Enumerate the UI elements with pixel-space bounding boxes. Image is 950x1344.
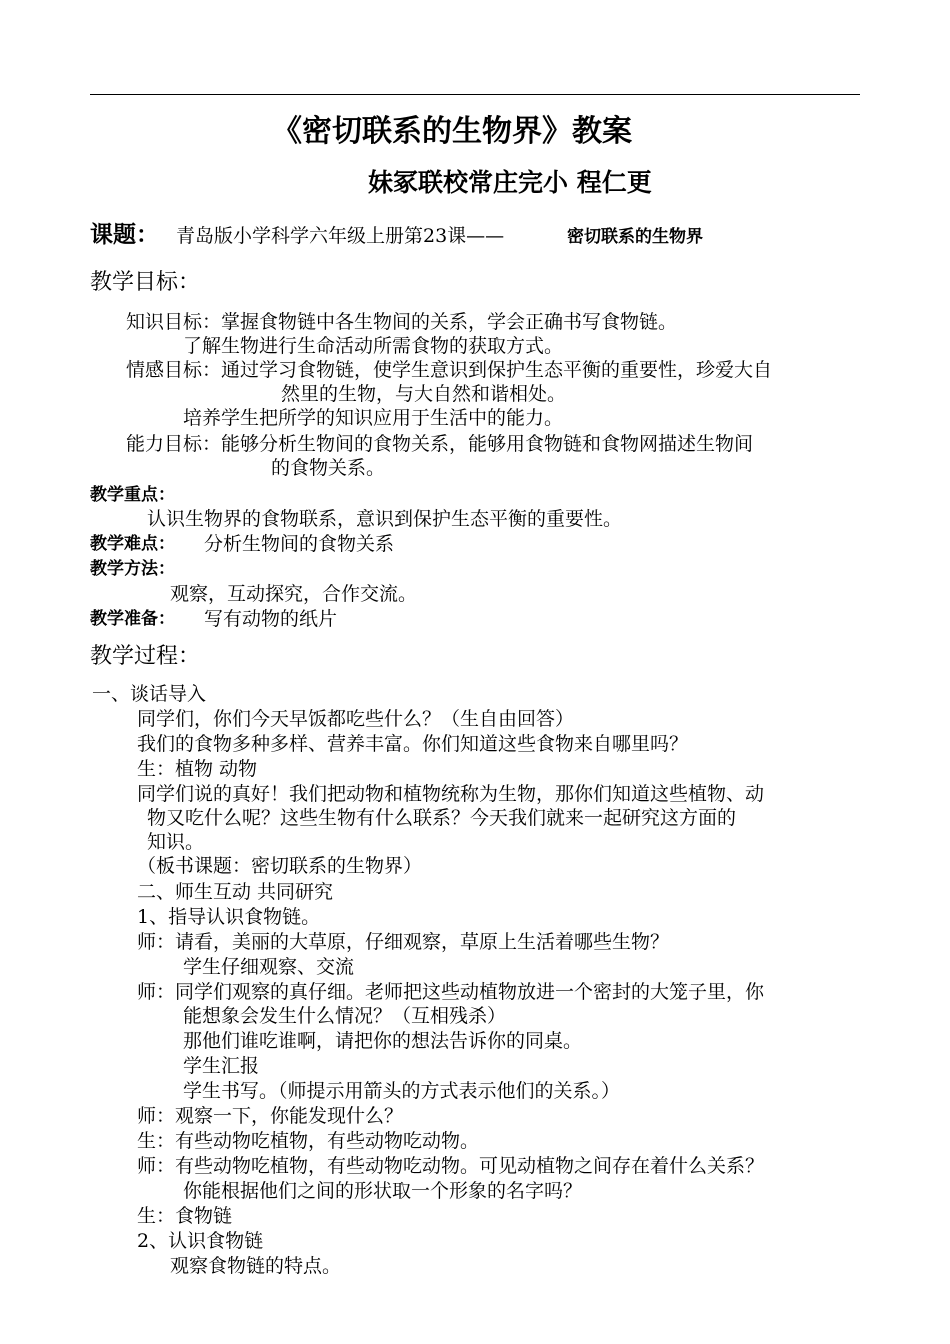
process-line: 观察食物链的特点。 (170, 1255, 342, 1277)
difficulty-label: 教学难点： (90, 534, 175, 554)
process-line: 1、指导认识食物链。 (137, 906, 321, 928)
objective-line: 然里的生物，与大自然和谐相处。 (281, 383, 567, 405)
topic-name: 密切联系的生物界 (567, 227, 703, 247)
method-label: 教学方法： (90, 559, 175, 579)
preparation-label: 教学准备： (90, 609, 175, 629)
process-line: （板书课题：密切联系的生物界） (137, 855, 423, 877)
objective-line: 能力目标：能够分析生物间的食物关系，能够用食物链和食物网描述生物间 (126, 433, 754, 455)
objective-line: 的食物关系。 (271, 457, 386, 479)
objective-line: 知识目标：掌握食物链中各生物间的关系，学会正确书写食物链。 (126, 311, 678, 333)
key-point-label: 教学重点： (90, 485, 175, 505)
process-line: 那他们谁吃谁啊，请把你的想法告诉你的同桌。 (183, 1030, 583, 1052)
process-line: 学生汇报 (183, 1055, 260, 1077)
process-line: 2、认识食物链 (137, 1230, 264, 1252)
process-line: 师：有些动物吃植物，有些动物吃动物。可见动植物之间存在着什么关系？ (137, 1155, 765, 1177)
process-line: 学生书写。（师提示用箭头的方式表示他们的关系。） (183, 1080, 621, 1102)
objective-line: 情感目标：通过学习食物链，使学生意识到保护生态平衡的重要性，珍爱大自 (126, 359, 773, 381)
process-line: 学生仔细观察、交流 (183, 956, 355, 978)
process-line: 同学们，你们今天早饭都吃些什么？（生自由回答） (137, 708, 575, 730)
objective-line: 培养学生把所学的知识应用于生活中的能力。 (183, 407, 564, 429)
process-line: 生：有些动物吃植物，有些动物吃动物。 (137, 1130, 480, 1152)
process-line: 二、师生互动 共同研究 (137, 881, 334, 903)
process-line: 能想象会发生什么情况？（互相残杀） (183, 1005, 507, 1027)
header-rule (90, 94, 860, 95)
process-line: 生：植物 动物 (137, 758, 258, 780)
process-line: 师：请看，美丽的大草原，仔细观察，草原上生活着哪些生物？ (137, 931, 670, 953)
process-line: 物又吃什么呢？这些生物有什么联系？今天我们就来一起研究这方面的 (147, 807, 737, 829)
process-line: 生：食物链 (137, 1205, 233, 1227)
key-point-text: 认识生物界的食物联系，意识到保护生态平衡的重要性。 (147, 508, 623, 530)
process-line: 同学们说的真好！我们把动物和植物统称为生物，那你们知道这些植物、动 (137, 783, 765, 805)
process-line: 我们的食物多种多样、营养丰富。你们知道这些食物来自哪里吗？ (137, 733, 689, 755)
process-line: 你能根据他们之间的形状取一个形象的名字吗？ (183, 1180, 583, 1202)
method-text: 观察，互动探究，合作交流。 (170, 583, 418, 605)
document-title: 《密切联系的生物界》教案 (272, 114, 632, 149)
process-line: 师：同学们观察的真仔细。老师把这些动植物放进一个密封的大笼子里，你 (137, 981, 765, 1003)
author-line: 妹冢联校常庄完小 程仁更 (368, 168, 652, 197)
objectives-heading: 教学目标： (90, 270, 201, 295)
process-heading: 教学过程： (90, 644, 201, 669)
preparation-text: 写有动物的纸片 (204, 608, 338, 630)
process-line: 知识。 (147, 831, 205, 853)
process-line: 师：观察一下，你能发现什么？ (137, 1105, 404, 1127)
process-line: 一、谈话导入 (92, 683, 207, 705)
objective-line: 了解生物进行生命活动所需食物的获取方式。 (183, 335, 564, 357)
difficulty-text: 分析生物间的食物关系 (204, 533, 395, 555)
topic-text: 青岛版小学科学六年级上册第23课—— (176, 225, 505, 247)
topic-label: 课题： (90, 222, 159, 248)
